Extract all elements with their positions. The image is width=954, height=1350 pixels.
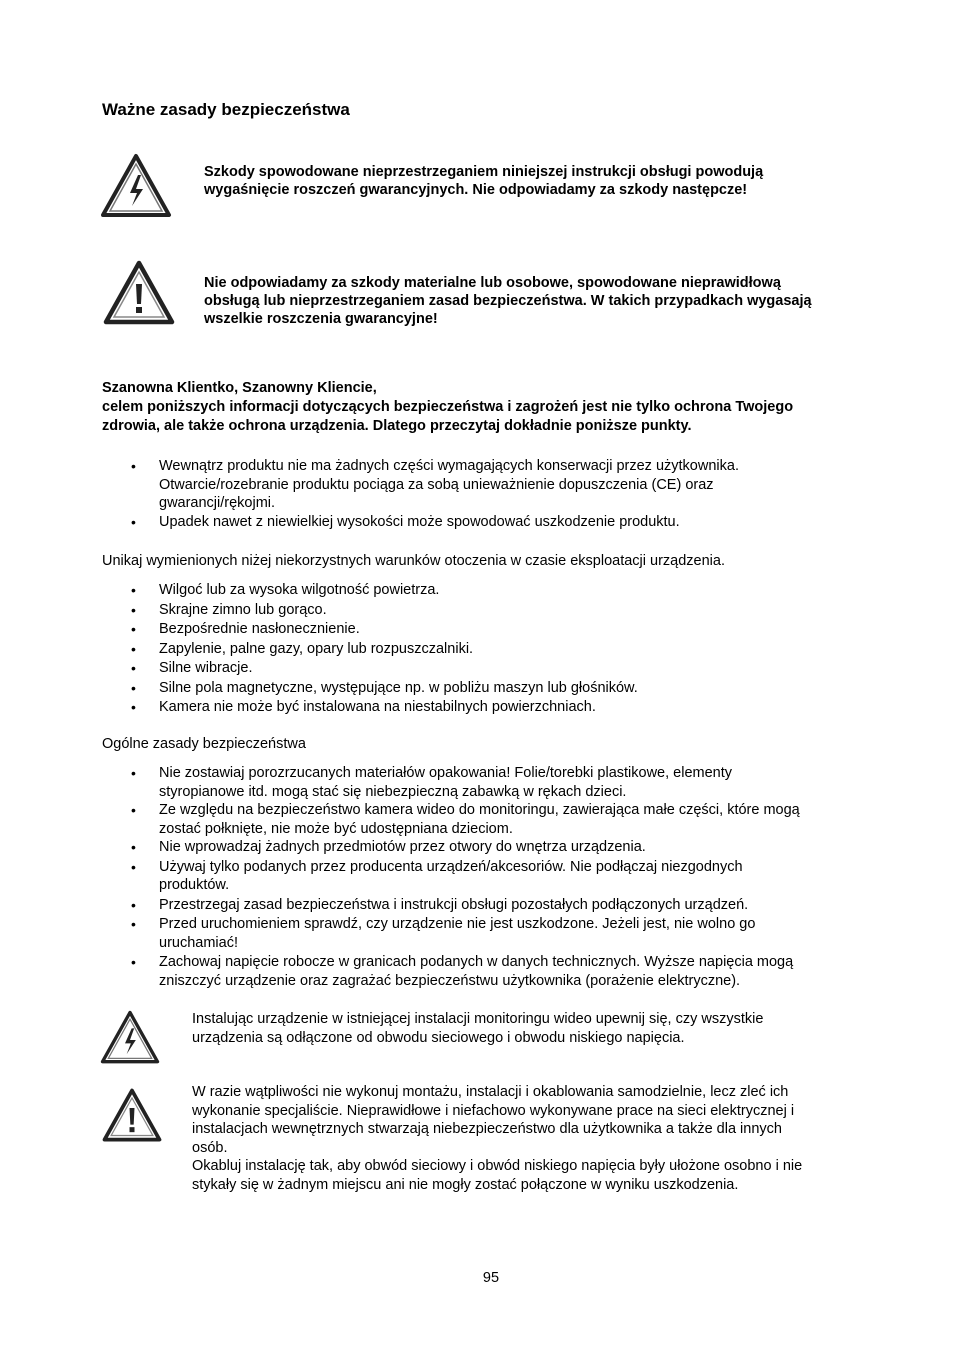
high-voltage-warning-icon bbox=[100, 1010, 160, 1065]
general-rules-heading: Ogólne zasady bezpieczeństwa bbox=[102, 736, 306, 752]
exclamation-warning-icon bbox=[102, 1087, 162, 1144]
list-item: • Wilgoć lub za wysoka wilgotność powietrza. bbox=[102, 581, 902, 600]
warning-text-damage: Szkody spowodowane nieprzestrzeganiem niniejszej instrukcji obsługi powodują wygaśnięcie roszczeń gwarancyjnych. Nie odpowiadamy za szkody następcze! bbox=[204, 164, 764, 198]
list-item: • Skrajne zimno lub gorąco. bbox=[102, 601, 902, 620]
exclamation-warning-icon bbox=[103, 260, 175, 326]
list-item: • Upadek nawet z niewielkiej wysokości może spowodować uszkodzenie produktu. bbox=[102, 513, 902, 532]
warning-text-specialist: W razie wątpliwości nie wykonuj montażu, instalacji i okablowania samodzielnie, lecz zleć ich wykonanie specjaliście. Nieprawidłowe i niefachowo wykonywane prace na sieci elektrycznej i instalacjach wewnętrznych stwarzają niebezpieczeństwo dla użytkownika a także dla innych osób. Okabluj instalację tak, aby obwód sieciowy i obwód niskiego napięcia były ułożone osobno i nie stykały się w żadnym miejscu ani nie mogły zostać połączone w wyniku uszkodzenia. bbox=[192, 1084, 803, 1193]
list-item: • Silne wibracje. bbox=[102, 659, 902, 678]
list-item: • Przed uruchomieniem sprawdź, czy urządzenie nie jest uszkodzone. Jeżeli jest, nie wolno go uruchamiać! bbox=[102, 915, 902, 952]
list-item: • Nie zostawiaj porozrzucanych materiałów opakowania! Folie/torebki plastikowe, elementy styropianowe itd. mogą stać się niebezpieczną zabawką w rękach dzieci. bbox=[102, 764, 902, 801]
product-notes-list bbox=[102, 457, 902, 531]
page-number: 95 bbox=[482, 1270, 500, 1286]
intro-paragraph: Szanowna Klientko, Szanowny Kliencie, celem poniższych informacji dotyczących bezpieczeństwa i zagrożeń jest nie tylko ochrona Twojego zdrowia, ale także ochrona urządzenia. Dlatego przeczytaj dokładnie poniższe punkty. bbox=[102, 380, 794, 434]
conditions-list bbox=[102, 581, 902, 717]
list-item: • Przestrzegaj zasad bezpieczeństwa i instrukcji obsługi pozostałych podłączonych urządzeń. bbox=[102, 896, 902, 915]
conditions-intro: Unikaj wymienionych niżej niekorzystnych warunków otoczenia w czasie eksploatacji urządzenia. bbox=[102, 553, 725, 569]
list-item: • Ze względu na bezpieczeństwo kamera wideo do monitoringu, zawierająca małe części, które mogą zostać połknięte, nie może być udostępniana dzieciom. bbox=[102, 801, 902, 838]
list-item: • Bezpośrednie nasłonecznienie. bbox=[102, 620, 902, 639]
list-item: • Wewnątrz produktu nie ma żadnych części wymagających konserwacji przez użytkownika. Otwarcie/rozebranie produktu pociąga za sobą unieważnienie dopuszczenia (CE) oraz gwarancji/rękojmi. bbox=[102, 457, 902, 513]
page-title: Ważne zasady bezpieczeństwa bbox=[102, 100, 350, 119]
warning-text-liability: Nie odpowiadamy za szkody materialne lub osobowe, spowodowane nieprawidłową obsługą lub nieprzestrzeganiem zasad bezpieczeństwa. W takich przypadkach wygasają wszelkie roszczenia gwarancyjne! bbox=[204, 275, 812, 327]
list-item: • Kamera nie może być instalowana na niestabilnych powierzchniach. bbox=[102, 698, 902, 717]
general-rules-list bbox=[102, 764, 902, 990]
list-item: • Nie wprowadzaj żadnych przedmiotów przez otwory do wnętrza urządzenia. bbox=[102, 838, 902, 857]
warning-text-installation: Instalując urządzenie w istniejącej instalacji monitoringu wideo upewnij się, czy wszystkie urządzenia są odłączone od obwodu sieciowego i obwodu niskiego napięcia. bbox=[192, 1011, 764, 1046]
list-item: • Używaj tylko podanych przez producenta urządzeń/akcesoriów. Nie podłączaj niezgodnych produktów. bbox=[102, 858, 902, 895]
list-item: • Zachowaj napięcie robocze w granicach podanych w danych technicznych. Wyższe napięcia mogą zniszczyć urządzenie oraz zagrażać bezpieczeństwu użytkownika (porażenie elektryczne). bbox=[102, 953, 902, 990]
list-item: • Zapylenie, palne gazy, opary lub rozpuszczalniki. bbox=[102, 640, 902, 659]
list-item: • Silne pola magnetyczne, występujące np. w pobliżu maszyn lub głośników. bbox=[102, 679, 902, 698]
high-voltage-warning-icon bbox=[100, 153, 172, 219]
